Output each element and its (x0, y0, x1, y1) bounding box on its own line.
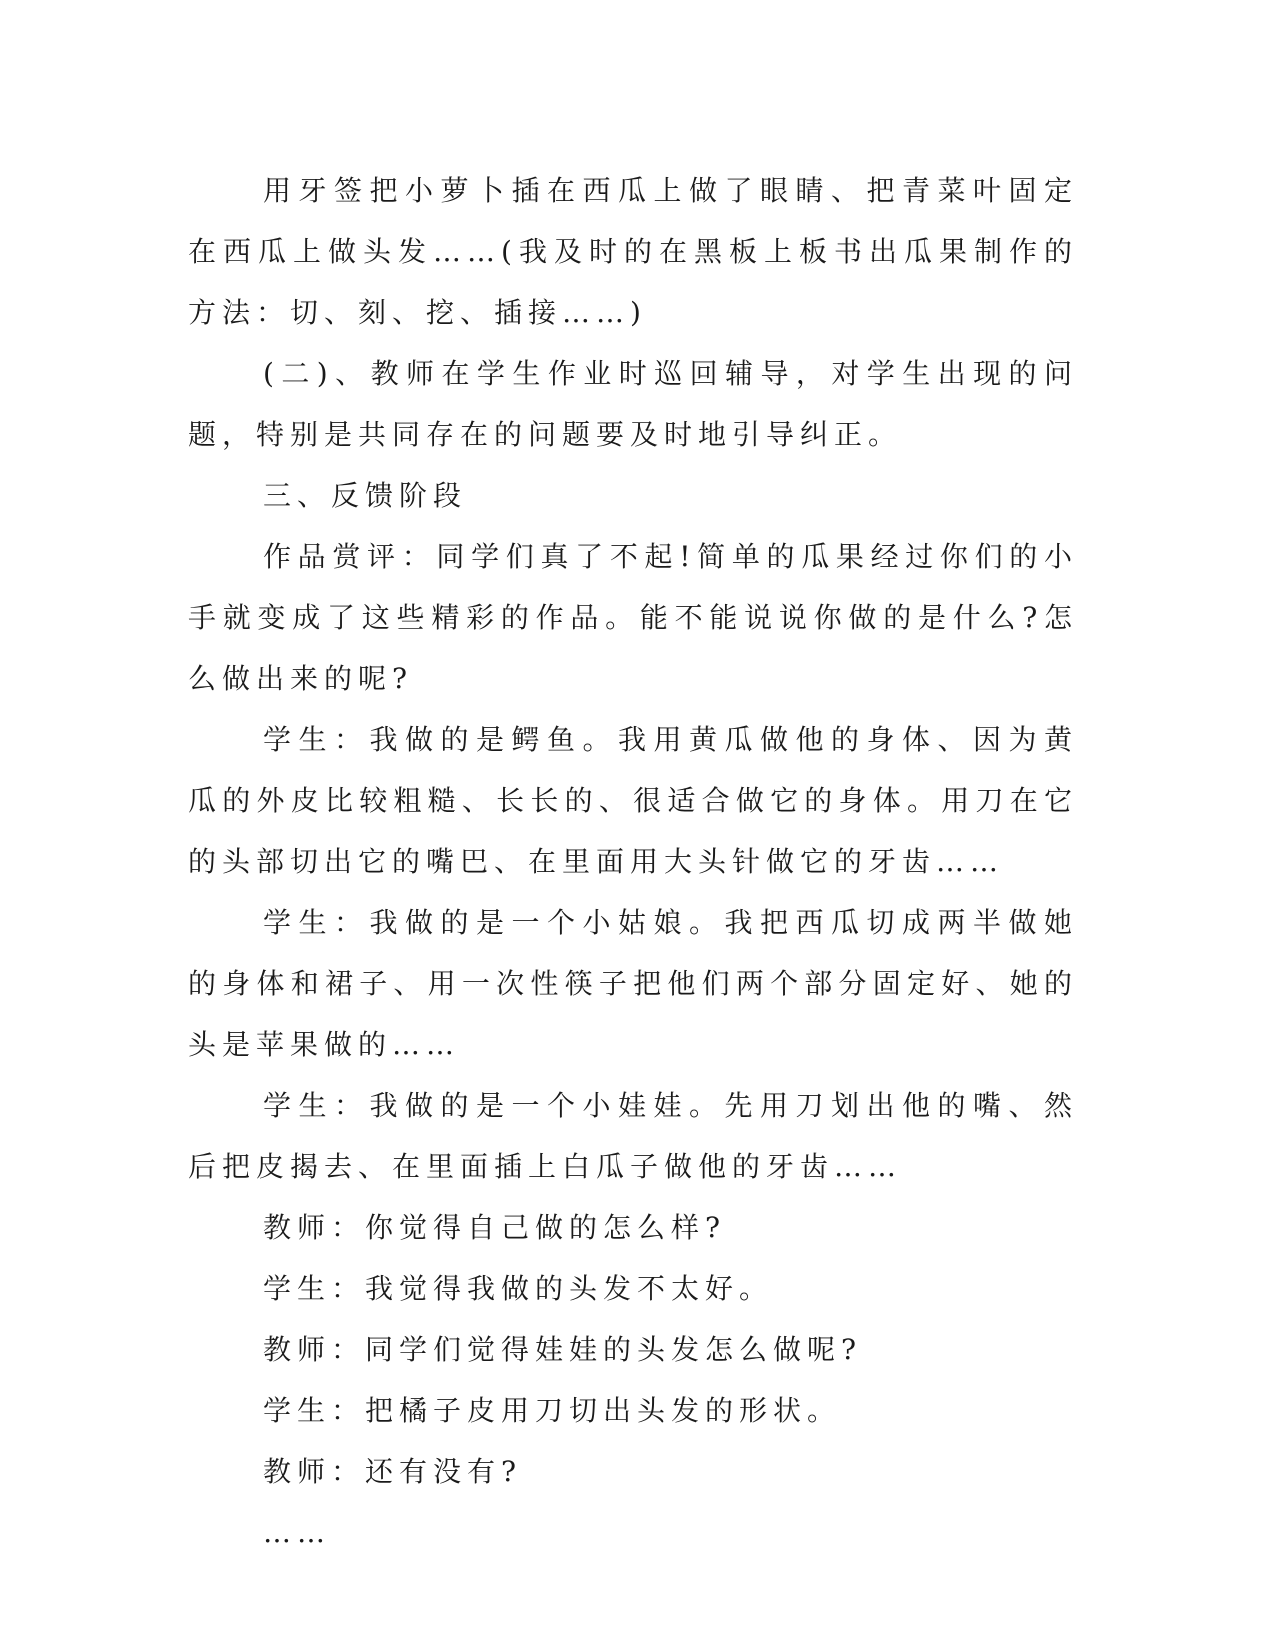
paragraph: 教师：同学们觉得娃娃的头发怎么做呢? (263, 1333, 863, 1366)
paragraph: 学生：把橘子皮用刀切出头发的形状。 (263, 1394, 842, 1427)
paragraph: 用牙签把小萝卜插在西瓜上做了眼睛、把青菜叶固定在西瓜上做头发……(我及时的在黑板上板书出瓜果制作的方法：切、刻、挖、插接……) (188, 174, 1078, 329)
paragraph: 学生：我做的是一个小娃娃。先用刀划出他的嘴、然后把皮揭去、在里面插上白瓜子做他的牙齿…… (188, 1089, 1078, 1183)
paragraph: 学生：我做的是鳄鱼。我用黄瓜做他的身体、因为黄瓜的外皮比较粗糙、长长的、很适合做它的身体。用刀在它的头部切出它的嘴巴、在里面用大头针做它的牙齿…… (188, 723, 1078, 878)
paragraph: 教师：你觉得自己做的怎么样? (263, 1211, 727, 1244)
paragraph-ellipsis: …… (263, 1516, 331, 1549)
paragraph: 学生：我做的是一个小姑娘。我把西瓜切成两半做她的身体和裙子、用一次性筷子把他们两个部分固定好、她的头是苹果做的…… (188, 906, 1078, 1061)
paragraph: 教师：还有没有? (263, 1455, 523, 1488)
paragraph: 作品赏评：同学们真了不起!简单的瓜果经过你们的小手就变成了这些精彩的作品。能不能说说你做的是什么?怎么做出来的呢? (188, 540, 1078, 695)
paragraph: 学生：我觉得我做的头发不太好。 (263, 1272, 774, 1305)
paragraph: (二)、教师在学生作业时巡回辅导，对学生出现的问题，特别是共同存在的问题要及时地引导纠正。 (188, 357, 1078, 451)
section-heading: 三、反馈阶段 (263, 479, 468, 512)
document-body (188, 160, 1078, 1563)
